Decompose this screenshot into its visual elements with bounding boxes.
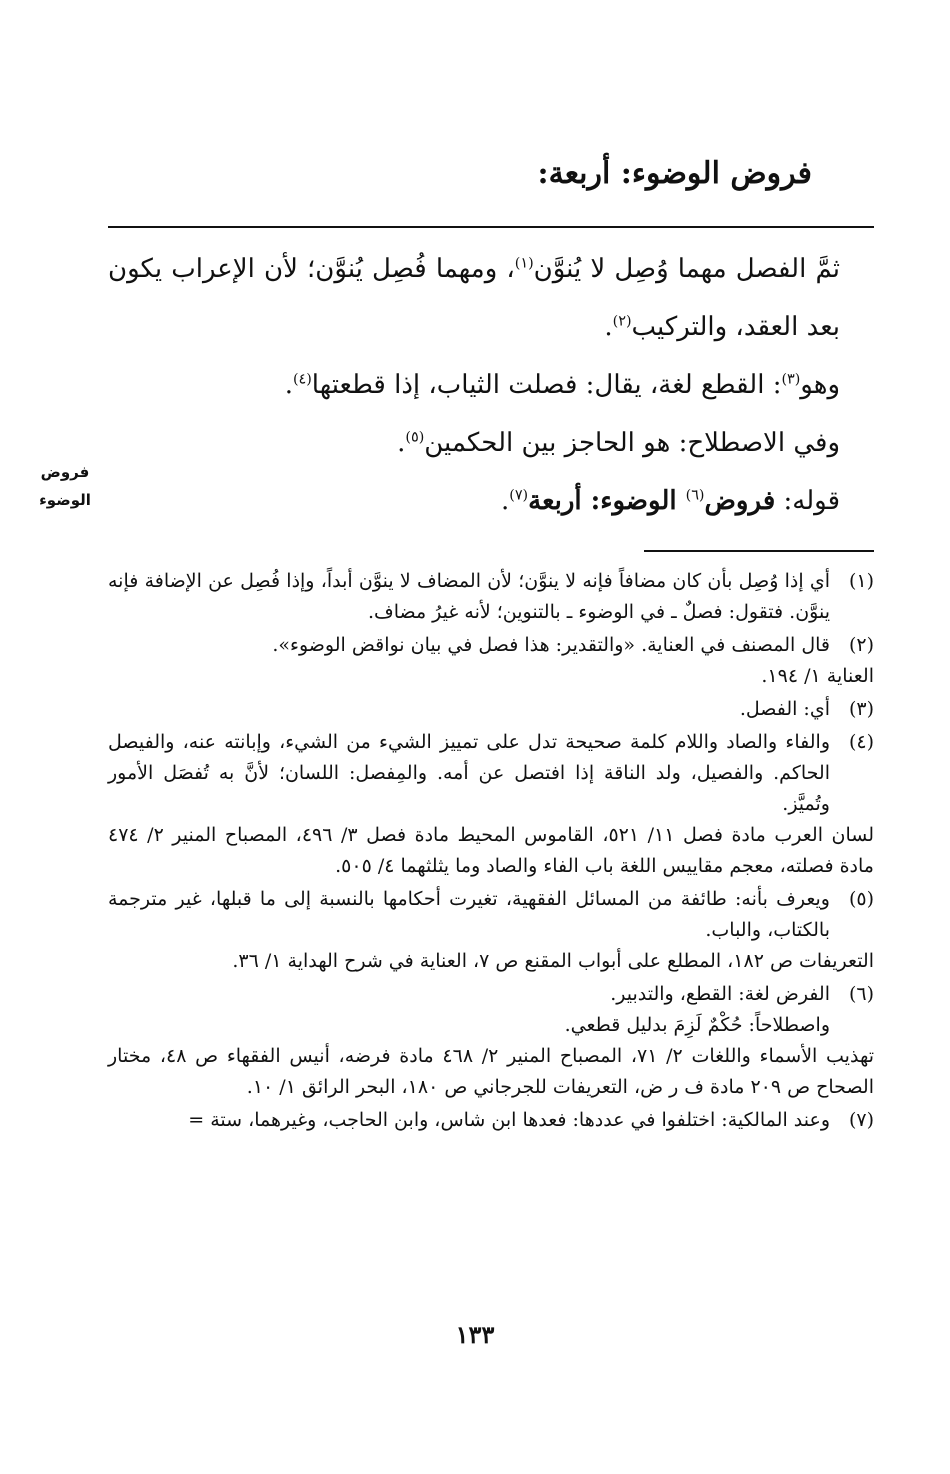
footnote-body	[108, 694, 830, 725]
footnote-item	[108, 884, 874, 977]
footnote-item	[108, 630, 874, 692]
para4-bold-b: الوضوء: أربعة	[528, 486, 686, 516]
footnote-item	[108, 1105, 874, 1136]
para4-text-b: .	[501, 486, 510, 516]
footnote-ref-3[interactable]: (٣)	[781, 371, 801, 388]
footnote-source: التعريفات ص ١٨٢، المطلع على أبواب المقنع ص ٧، العناية في شرح الهداية ١/ ٣٦.	[232, 950, 874, 972]
footnote-text: الفرض لغة: القطع، والتدبير.	[610, 983, 830, 1005]
para1-text-a: ثمَّ الفصل مهما وُصِل لا يُنوَّن	[533, 254, 840, 284]
footnote-text: واصطلاحاً: حُكْمٌ لَزِمَ بدليل قطعي.	[564, 1014, 830, 1036]
footnote-text: ويعرف بأنه: طائفة من المسائل الفقهية، تغيرت أحكامها بالنسبة إلى ما قبلها، غير مترجمة بالكتاب، والباب.	[108, 888, 830, 941]
footnote-body	[108, 979, 874, 1103]
footnote-ref-7[interactable]: (٧)	[509, 487, 529, 504]
footnote-ref-2[interactable]: (٢)	[612, 313, 632, 330]
footnote-text: أي إذا وُصِل بأن كان مضافاً فإنه لا ينوَّن؛ لأن المضاف لا ينوَّن أبداً، وإذا فُصِل عن الإضافة فإنه ينوَّن. فتقول: فصلٌ ـ في الوضوء ـ بالتنوين؛ لأنه غيرُ مضاف.	[108, 570, 830, 623]
main-paragraph-2	[108, 356, 874, 414]
footnote-ref-4[interactable]: (٤)	[292, 371, 312, 388]
footnote-number: (٤)	[848, 731, 874, 753]
footnote-number: (٧)	[848, 1109, 874, 1131]
footnote-text: والفاء والصاد واللام كلمة صحيحة تدل على تمييز الشيء من الشيء، وإبانته عنه، والفيصل الحاكم. والفصيل، ولد الناقة إذا افتصل عن أمه. والمِفصل: اللسان؛ لأنَّ به تُفصَل الأمور وتُميَّز.	[108, 731, 830, 815]
para3-text-b: .	[397, 428, 406, 458]
page-number: ١٣٣	[455, 1320, 495, 1349]
footnotes	[108, 566, 874, 1138]
margin-note-line-2: الوضوء	[39, 491, 91, 509]
footnote-body	[108, 1105, 830, 1136]
footnote-body	[108, 630, 874, 692]
footnote-text: أي: الفصل.	[739, 698, 830, 720]
footnote-item	[108, 694, 874, 725]
main-paragraph-3	[108, 414, 874, 472]
footnote-ref-1[interactable]: (١)	[514, 255, 534, 272]
footnote-divider	[644, 550, 874, 552]
footnote-source: لسان العرب مادة فصل ١١/ ٥٢١، القاموس المحيط مادة فصل ٣/ ٤٩٦، المصباح المنير ٢/ ٤٧٤ مادة فصلته، معجم مقاييس اللغة باب الفاء والصاد وما يثلثهما ٤/ ٥٠٥.	[108, 824, 874, 877]
footnote-item	[108, 566, 874, 628]
para2-text-c: .	[284, 370, 293, 400]
main-paragraph-1	[108, 240, 874, 356]
footnote-ref-5[interactable]: (٥)	[405, 429, 425, 446]
margin-note-line-1: فروض	[40, 463, 90, 481]
header-divider	[108, 226, 874, 228]
footnote-source: تهذيب الأسماء واللغات ٢/ ٧١، المصباح المنير ٢/ ٤٦٨ مادة فرضه، أنيس الفقهاء ص ٤٨، مختار الصحاح ص ٢٠٩ مادة ف ر ض، التعريفات للجرجاني ص ١٨٠، البحر الرائق ١/ ١٠.	[108, 1045, 874, 1098]
main-text	[108, 240, 874, 530]
para1-text-c: .	[604, 312, 613, 342]
footnote-body	[108, 727, 874, 882]
footnote-item	[108, 979, 874, 1103]
para3-text-a: وفي الاصطلاح: هو الحاجز بين الحكمين	[424, 428, 840, 458]
para2-text-a: وهو	[800, 370, 840, 400]
footnote-number: (٦)	[848, 983, 874, 1005]
para1-text-b: ، ومهما فُصِل يُنوَّن؛ لأن الإعراب يكون بعد العقد، والتركيب	[108, 254, 840, 342]
footnote-body	[108, 566, 830, 628]
margin-note	[30, 458, 100, 514]
footnote-ref-6[interactable]: (٦)	[685, 487, 705, 504]
footnote-body	[108, 884, 874, 977]
para4-bold-a: فروض	[704, 486, 776, 516]
page-header-title: فروض الوضوء: أربعة:	[537, 156, 812, 191]
footnote-number: (٥)	[848, 888, 874, 910]
para2-text-b: : القطع لغة، يقال: فصلت الثياب، إذا قطعتها	[311, 370, 782, 400]
footnote-source: العناية ١/ ١٩٤.	[761, 665, 874, 687]
footnote-number: (٣)	[848, 698, 874, 720]
footnote-item	[108, 727, 874, 882]
footnote-number: (١)	[848, 570, 874, 592]
para4-text-a: قوله:	[775, 486, 840, 516]
footnote-text: وعند المالكية: اختلفوا في عددها: فعدها ابن شاس، وابن الحاجب، وغيرهما، ستة =	[188, 1109, 830, 1131]
main-paragraph-4	[108, 472, 874, 530]
footnote-text: قال المصنف في العناية. «والتقدير: هذا فصل في بيان نواقض الوضوء».	[272, 634, 830, 656]
footnote-number: (٢)	[848, 634, 874, 656]
